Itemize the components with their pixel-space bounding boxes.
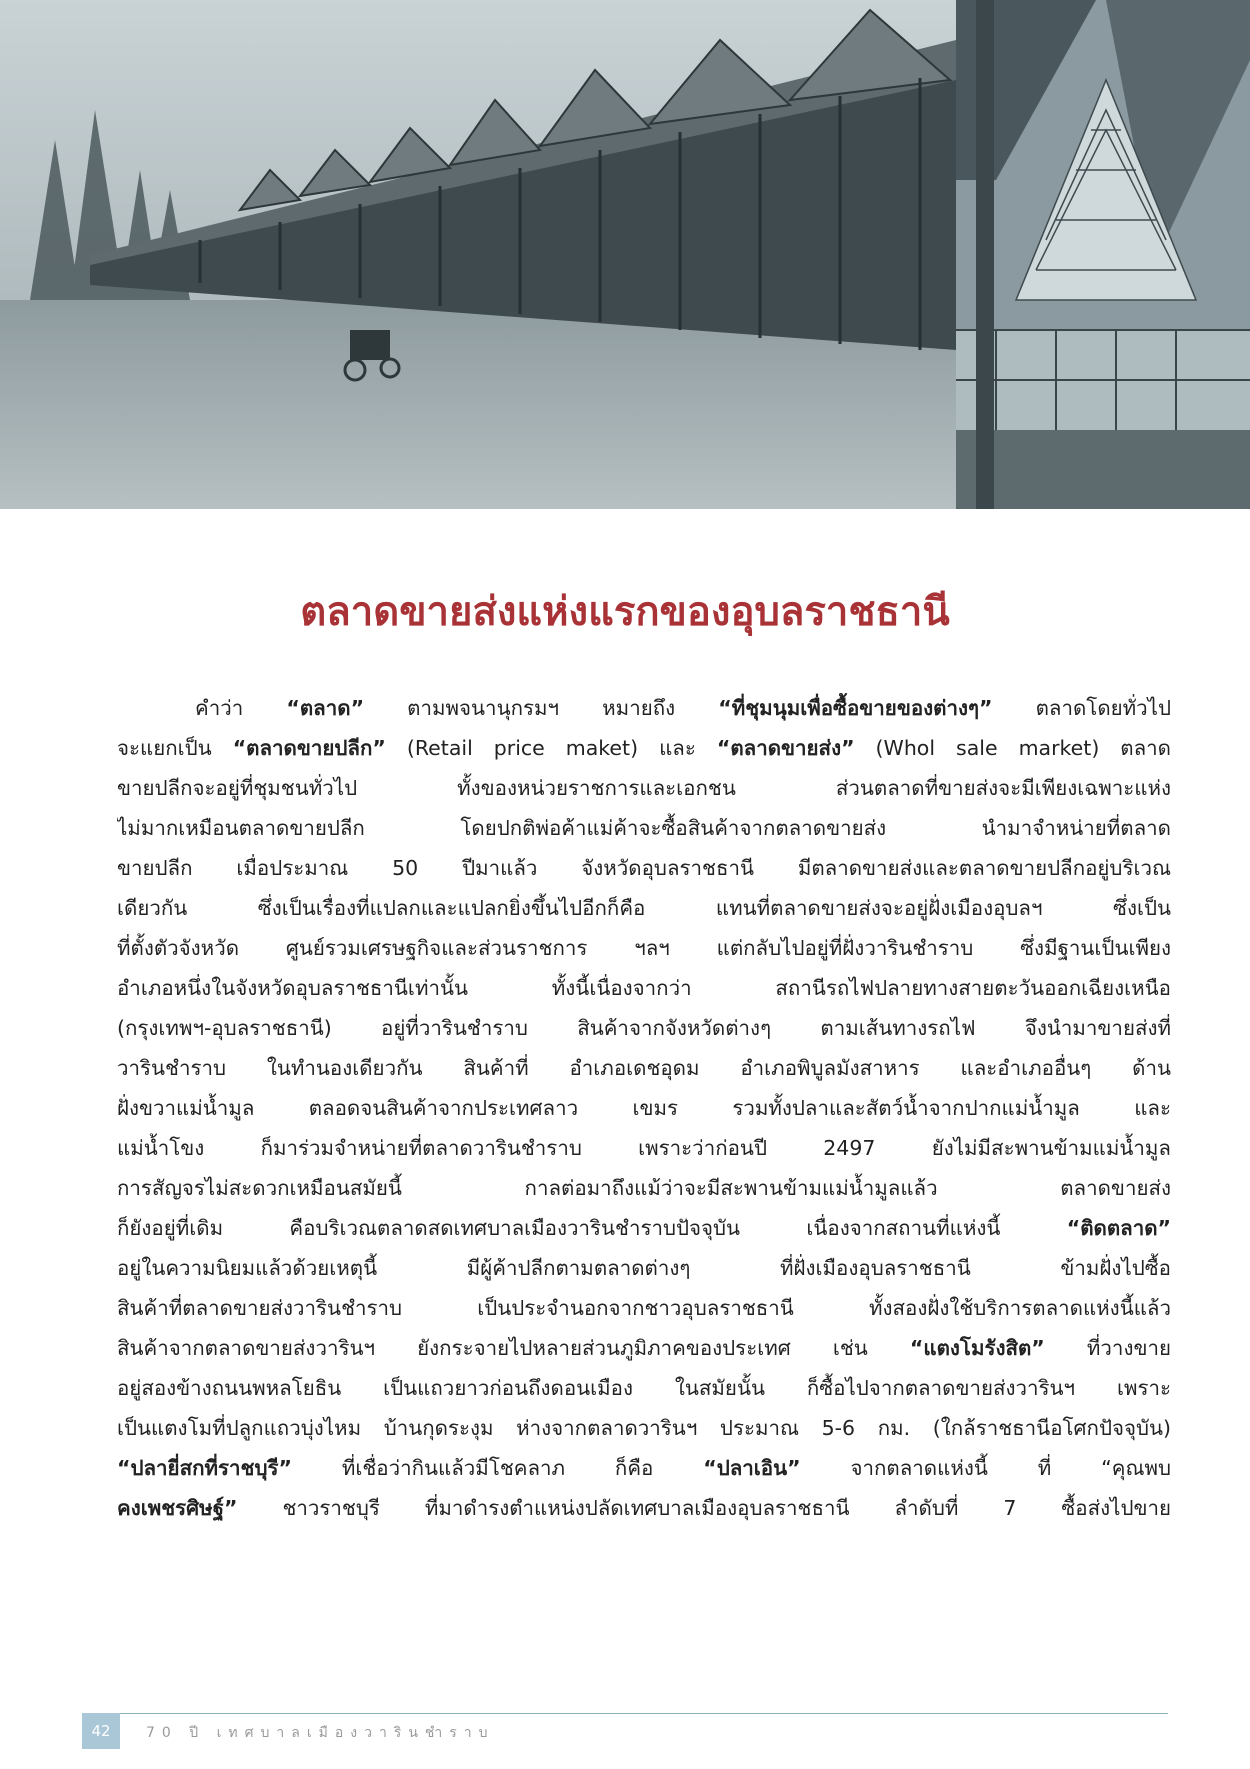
text-run: การสัญจรไม่สะดวกเหมือนสมัยนี้ กาลต่อมาถึงแม้ว่าจะมีสะพานข้ามแม่น้ำมูลแล้ว ตลาดขายส่ง bbox=[117, 1176, 1171, 1200]
roof-structure-photo bbox=[956, 0, 1250, 509]
bold-term: “ตลาดขายปลีก” bbox=[232, 736, 386, 760]
body-line bbox=[117, 928, 1171, 968]
text-run: คำว่า bbox=[195, 696, 287, 720]
text-run: ขายปลีก เมื่อประมาณ 50 ปีมาแล้ว จังหวัดอุบลราชธานี มีตลาดขายส่งและตลาดขายปลีกอยู่บริเวณ bbox=[117, 856, 1171, 880]
text-run: ตลาดโดยทั่วไป bbox=[992, 696, 1171, 720]
text-run: อำเภอหนึ่งในจังหวัดอุบลราชธานีเท่านั้น ทั้งนี้เนื่องจากว่า สถานีรถไฟปลายทางสายตะวันออกเฉียงเหนือ bbox=[117, 976, 1171, 1000]
text-run: อยู่ในความนิยมแล้วด้วยเหตุนี้ มีผู้ค้าปลีกตามตลาดต่างๆ ที่ฝั่งเมืองอุบลราชธานี ข้ามฝั่งไปซื้อ bbox=[117, 1256, 1171, 1280]
body-line bbox=[117, 1048, 1171, 1088]
body-line bbox=[117, 688, 1171, 728]
text-run: จากตลาดแห่งนี้ ที่ “คุณพบ bbox=[800, 1456, 1171, 1480]
text-run: ก็ยังอยู่ที่เดิม คือบริเวณตลาดสดเทศบาลเมืองวารินชำราบปัจจุบัน เนื่องจากสถานที่แห่งนี้ bbox=[117, 1216, 1067, 1240]
bold-term: “ตลาดขายส่ง” bbox=[716, 736, 855, 760]
body-line bbox=[117, 1328, 1171, 1368]
bold-term: “ปลาเอิน” bbox=[703, 1456, 801, 1480]
body-line bbox=[117, 768, 1171, 808]
text-run: (Retail price maket) และ bbox=[385, 736, 717, 760]
text-run: แม่น้ำโขง ก็มาร่วมจำหน่ายที่ตลาดวารินชำราบ เพราะว่าก่อนปี 2497 ยังไม่มีสะพานข้ามแม่น้ำมูล bbox=[117, 1136, 1171, 1160]
text-run: จะแยกเป็น bbox=[117, 736, 233, 760]
text-run: วารินชำราบ ในทำนองเดียวกัน สินค้าที่ อำเภอเดชอุดม อำเภอพิบูลมังสาหาร และอำเภออื่นๆ ด้าน bbox=[117, 1056, 1171, 1080]
bold-term: คงเพชรศิษฐ์” bbox=[117, 1496, 238, 1520]
text-run: ชาวราชบุรี ที่มาดำรงตำแหน่งปลัดเทศบาลเมืองอุบลราชธานี ลำดับที่ 7 ซื้อส่งไปขาย bbox=[237, 1496, 1171, 1520]
footer-publication-title: 70 ปี เทศบาลเมืองวารินชำราบ bbox=[146, 1725, 495, 1741]
text-run: ที่วางขาย bbox=[1044, 1336, 1171, 1360]
text-run: สินค้าจากตลาดขายส่งวารินฯ ยังกระจายไปหลายส่วนภูมิภาคของประเทศ เช่น bbox=[117, 1336, 910, 1360]
text-run: (Whol sale market) ตลาด bbox=[854, 736, 1171, 760]
text-run: เดียวกัน ซึ่งเป็นเรื่องที่แปลกและแปลกยิ่งขึ้นไปอีกก็คือ แทนที่ตลาดขายส่งจะอยู่ฝั่งเมืองอุบลฯ ซึ่งเป็น bbox=[117, 896, 1171, 920]
text-run: ขายปลีกจะอยู่ที่ชุมชนทั่วไป ทั้งของหน่วยราชการและเอกชน ส่วนตลาดที่ขายส่งจะมีเพียงเฉพาะแห่ง bbox=[117, 776, 1171, 800]
bold-term: “ติดตลาด” bbox=[1066, 1216, 1171, 1240]
market-building-photo bbox=[0, 0, 956, 509]
body-line bbox=[117, 1488, 1171, 1528]
header-photo-strip bbox=[0, 0, 1250, 509]
body-line bbox=[117, 1008, 1171, 1048]
page-number: 42 bbox=[82, 1713, 120, 1749]
text-run: สินค้าที่ตลาดขายส่งวารินชำราบ เป็นประจำนอกจากชาวอุบลราชธานี ทั้งสองฝั่งใช้บริการตลาดแห่งนี้แล้ว bbox=[117, 1296, 1171, 1320]
bold-term: “ที่ชุมนุมเพื่อซื้อขายของต่างๆ” bbox=[718, 696, 993, 720]
body-line bbox=[117, 1448, 1171, 1488]
body-line bbox=[117, 888, 1171, 928]
article-body bbox=[117, 688, 1171, 1528]
text-run: ฝั่งขวาแม่น้ำมูล ตลอดจนสินค้าจากประเทศลาว เขมร รวมทั้งปลาและสัตว์น้ำจากปากแม่น้ำมูล และ bbox=[117, 1096, 1171, 1120]
body-line bbox=[117, 1248, 1171, 1288]
text-run: ที่ตั้งตัวจังหวัด ศูนย์รวมเศรษฐกิจและส่วนราชการ ฯลฯ แต่กลับไปอยู่ที่ฝั่งวารินชำราบ ซึ่งมีฐานเป็นเพียง bbox=[117, 936, 1171, 960]
body-line bbox=[117, 1408, 1171, 1448]
text-run: เป็นแตงโมที่ปลูกแถวบุ่งไหม บ้านกุดระงุม ห่างจากตลาดวารินฯ ประมาณ 5-6 กม. (ใกล้ราชธานีอโศกปัจจุบัน) bbox=[117, 1416, 1171, 1440]
text-run: (กรุงเทพฯ-อุบลราชธานี) อยู่ที่วารินชำราบ สินค้าจากจังหวัดต่างๆ ตามเส้นทางรถไฟ จึงนำมาขายส่งที่ bbox=[117, 1016, 1171, 1040]
text-run: ไม่มากเหมือนตลาดขายปลีก โดยปกติพ่อค้าแม่ค้าจะซื้อสินค้าจากตลาดขายส่ง นำมาจำหน่ายที่ตลาด bbox=[117, 816, 1171, 840]
article-title: ตลาดขายส่งแห่งแรกของอุบลราชธานี bbox=[300, 589, 950, 635]
body-line bbox=[117, 1368, 1171, 1408]
footer-divider bbox=[82, 1713, 1168, 1714]
body-line bbox=[117, 728, 1171, 768]
body-line bbox=[117, 848, 1171, 888]
bold-term: “ปลายี่สกที่ราชบุรี” bbox=[117, 1456, 292, 1480]
body-line bbox=[117, 808, 1171, 848]
bold-term: “ตลาด” bbox=[286, 696, 365, 720]
body-line bbox=[117, 1088, 1171, 1128]
bold-term: “แตงโมรังสิต” bbox=[909, 1336, 1045, 1360]
text-run: ตามพจนานุกรมฯ หมายถึง bbox=[364, 696, 719, 720]
body-line bbox=[117, 1128, 1171, 1168]
text-run: อยู่สองข้างถนนพหลโยธิน เป็นแถวยาวก่อนถึงดอนเมือง ในสมัยนั้น ก็ซื้อไปจากตลาดขายส่งวารินฯ เพราะ bbox=[117, 1376, 1171, 1400]
body-line bbox=[117, 1288, 1171, 1328]
text-run: ที่เชื่อว่ากินแล้วมีโชคลาภ ก็คือ bbox=[291, 1456, 704, 1480]
body-line bbox=[117, 1168, 1171, 1208]
body-line bbox=[117, 968, 1171, 1008]
body-line bbox=[117, 1208, 1171, 1248]
